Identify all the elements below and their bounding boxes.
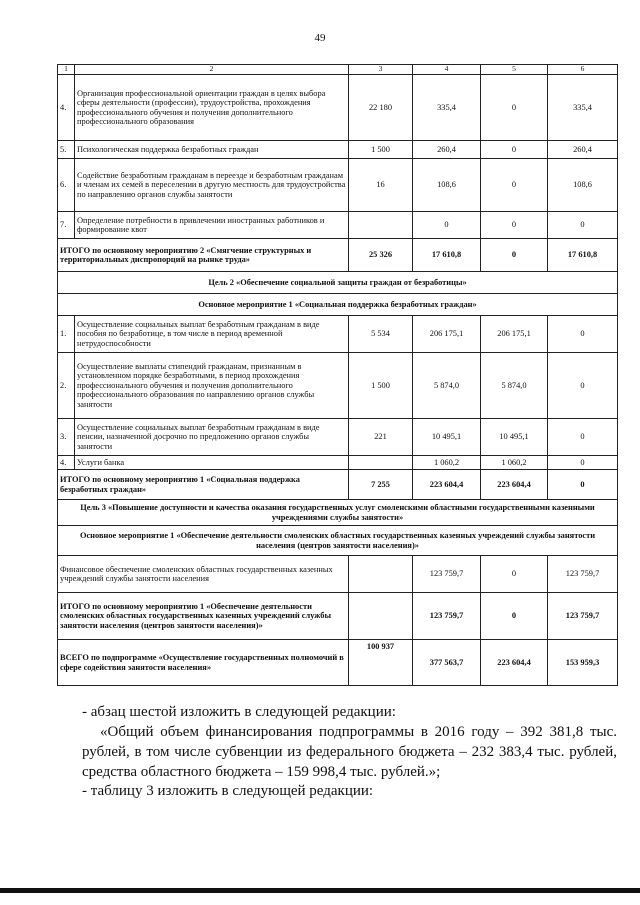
grand-total-label: ВСЕГО по подпрограмме «Осуществление государственных полномочий в сфере содействия занятости населения»: [58, 640, 349, 686]
total-col4: 223 604,4: [413, 470, 481, 500]
value-col3: 221: [349, 419, 413, 456]
financing-table: [57, 64, 618, 686]
measure1-goal3-heading: Основное мероприятие 1 «Обеспечение деятельности смоленских областных государственных казенных учреждений службы занятости населения (центров занятости населения)»: [58, 526, 618, 556]
value-col5: 1 060,2: [481, 456, 548, 470]
grand-total-col5: 223 604,4: [481, 640, 548, 686]
header-cell: 5: [481, 65, 548, 75]
goal3-heading: Цель 3 «Повышение доступности и качества оказания государственных услуг смоленскими областными государственными казенными учреждениями службы занятости»: [58, 500, 618, 526]
value-col5: 0: [481, 212, 548, 239]
row-description: Содействие безработным гражданам в переезде и безработным гражданам и членам их семей в переселении в другую местность для трудоустройства по направлению органов службы занятости: [75, 159, 349, 212]
page-number: 49: [314, 32, 326, 44]
row-number: 2.: [58, 353, 75, 419]
value-col3: [349, 212, 413, 239]
value-col6: 108,6: [548, 159, 618, 212]
header-cell: 1: [58, 65, 75, 75]
row-description: Организация профессиональной ориентации граждан в целях выбора сферы деятельности (профессии), трудоустройства, прохождения профессионального обучения и получения дополнительного профессионального образования: [75, 75, 349, 141]
grand-total-col4: 377 563,7: [413, 640, 481, 686]
total-row: [58, 239, 618, 272]
total-col6: 123 759,7: [548, 593, 618, 640]
grand-total-col6: 153 959,3: [548, 640, 618, 686]
table-row: [58, 556, 618, 593]
table-row: [58, 141, 618, 159]
value-col6: 123 759,7: [548, 556, 618, 593]
header-cell: 3: [349, 65, 413, 75]
row-number: 6.: [58, 159, 75, 212]
table-row: [58, 316, 618, 353]
value-col5: 0: [481, 141, 548, 159]
row-description: Осуществление выплаты стипендий гражданам, признанным в установленном порядке безработными, в период прохождения профессионального обучения и получения дополнительного профессионального образования по направлению органов службы занятости: [75, 353, 349, 419]
value-col5: 0: [481, 556, 548, 593]
total-col4: 123 759,7: [413, 593, 481, 640]
total-label: ИТОГО по основному мероприятию 1 «Обеспечение деятельности смоленских областных государственных казенных учреждений службы занятости населения (центров занятости населения)»: [58, 593, 349, 640]
value-col4: 335,4: [413, 75, 481, 141]
row-description: Финансовое обеспечение смоленских областных государственных казенных учреждений службы занятости населения: [58, 556, 349, 593]
row-number: 4.: [58, 75, 75, 141]
value-col6: 0: [548, 419, 618, 456]
measure1-heading: Основное мероприятие 1 «Социальная поддержка безработных граждан»: [58, 294, 618, 316]
value-col5: 0: [481, 159, 548, 212]
total-col4: 17 610,8: [413, 239, 481, 272]
value-col4: 260,4: [413, 141, 481, 159]
total-label: ИТОГО по основному мероприятию 1 «Социальная поддержка безработных граждан»: [58, 470, 349, 500]
total-col3: [349, 593, 413, 640]
value-col3: 1 500: [349, 141, 413, 159]
row-description: Осуществление социальных выплат безработным гражданам в виде пенсии, назначенной досрочно по предложению органов службы занятости: [75, 419, 349, 456]
measure-heading-row: [58, 294, 618, 316]
total-col5: 0: [481, 593, 548, 640]
value-col3: [349, 556, 413, 593]
total-col5: 223 604,4: [481, 470, 548, 500]
header-cell: 2: [75, 65, 349, 75]
total-col3: 7 255: [349, 470, 413, 500]
total-col5: 0: [481, 239, 548, 272]
instruction-line-2: - таблицу 3 изложить в следующей редакции:: [82, 783, 374, 799]
total-col3: 25 326: [349, 239, 413, 272]
total-row: [58, 470, 618, 500]
goal-heading-row: [58, 272, 618, 294]
value-col6: 335,4: [548, 75, 618, 141]
total-col6: 17 610,8: [548, 239, 618, 272]
row-description: Осуществление социальных выплат безработным гражданам в виде пособия по безработице, в том числе в период временной нетрудоспособности: [75, 316, 349, 353]
table-row: [58, 212, 618, 239]
value-col4: 5 874,0: [413, 353, 481, 419]
table-row: [58, 159, 618, 212]
measure-heading-row: [58, 526, 618, 556]
value-col3: [349, 456, 413, 470]
table-row: [58, 456, 618, 470]
grand-total-col3: 100 937: [349, 640, 413, 686]
table-row: [58, 75, 618, 141]
value-col5: 5 874,0: [481, 353, 548, 419]
value-col3: 5 534: [349, 316, 413, 353]
table-header-row: [58, 65, 618, 75]
value-col5: 0: [481, 75, 548, 141]
row-number: 5.: [58, 141, 75, 159]
value-col3: 1 500: [349, 353, 413, 419]
value-col5: 10 495,1: [481, 419, 548, 456]
value-col3: 22 180: [349, 75, 413, 141]
value-col6: 0: [548, 316, 618, 353]
row-description: Определение потребности в привлечении иностранных работников и формирование квот: [75, 212, 349, 239]
total-label: ИТОГО по основному мероприятию 2 «Смягчение структурных и территориальных диспропорций на рынке труда»: [58, 239, 349, 272]
page-bottom-rule: [0, 888, 640, 893]
row-number: 4.: [58, 456, 75, 470]
total-row: [58, 593, 618, 640]
value-col4: 108,6: [413, 159, 481, 212]
value-col4: 123 759,7: [413, 556, 481, 593]
value-col3: 16: [349, 159, 413, 212]
value-col4: 0: [413, 212, 481, 239]
row-number: 7.: [58, 212, 75, 239]
header-cell: 4: [413, 65, 481, 75]
instruction-line-1: - абзац шестой изложить в следующей редакции:: [82, 704, 396, 720]
goal2-heading: Цель 2 «Обеспечение социальной защиты граждан от безработицы»: [58, 272, 618, 294]
financing-paragraph: «Общий объем финансирования подпрограммы в 2016 году – 392 381,8 тыс. рублей, в том числе субвенции из федерального бюджета – 232 383,4 тыс. рублей, средства областного бюджета – 159 998,4 тыс. рублей.»;: [82, 724, 617, 780]
value-col5: 206 175,1: [481, 316, 548, 353]
value-col4: 1 060,2: [413, 456, 481, 470]
table-row: [58, 353, 618, 419]
goal-heading-row: [58, 500, 618, 526]
grand-total-row: [58, 640, 618, 686]
row-number: 3.: [58, 419, 75, 456]
row-number: 1.: [58, 316, 75, 353]
value-col4: 206 175,1: [413, 316, 481, 353]
value-col6: 0: [548, 456, 618, 470]
value-col4: 10 495,1: [413, 419, 481, 456]
row-description: Услуги банка: [75, 456, 349, 470]
header-cell: 6: [548, 65, 618, 75]
total-col6: 0: [548, 470, 618, 500]
value-col6: 0: [548, 212, 618, 239]
table-row: [58, 419, 618, 456]
value-col6: 260,4: [548, 141, 618, 159]
row-description: Психологическая поддержка безработных граждан: [75, 141, 349, 159]
value-col6: 0: [548, 353, 618, 419]
